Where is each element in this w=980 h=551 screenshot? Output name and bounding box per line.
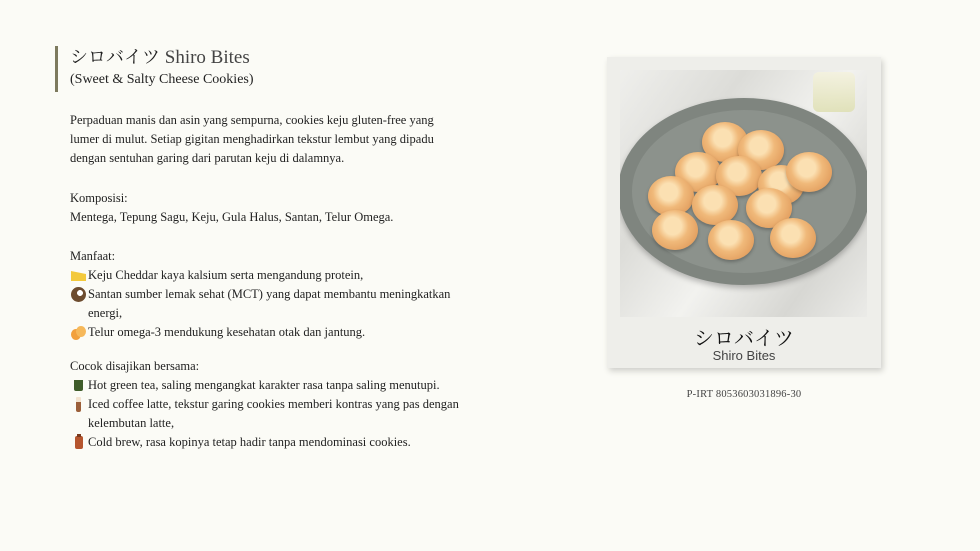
intro-paragraph <box>70 111 490 168</box>
composition-section <box>70 189 490 227</box>
pirt-registration-number: P-IRT 8053603031896-30 <box>686 389 802 400</box>
title-accent-bar <box>55 46 58 92</box>
polaroid-caption-japanese: シロバイツ <box>694 326 794 350</box>
benefit-text: Telur omega-3 mendukung kesehatan otak dan jantung. <box>88 325 366 339</box>
pairing-item <box>70 376 490 395</box>
pairing-item <box>70 395 490 433</box>
page-subtitle: (Sweet & Salty Cheese Cookies) <box>70 72 254 87</box>
polaroid-caption-english: Shiro Bites <box>712 348 776 363</box>
benefit-text: Keju Cheddar kaya kalsium serta mengandung protein, <box>88 268 364 282</box>
intro-line: Perpaduan manis dan asin yang sempurna, cookies keju gluten-free yang <box>70 113 434 127</box>
cold-brew-icon <box>70 433 88 452</box>
product-photo <box>620 70 867 317</box>
benefit-text: Santan sumber lemak sehat (MCT) yang dapat membantu meningkatkan <box>88 287 451 301</box>
title-japanese: シロバイツ <box>70 47 160 68</box>
cookie <box>692 185 738 225</box>
pairing-item <box>70 433 490 452</box>
page-title <box>70 46 250 70</box>
pairing-section <box>70 357 490 452</box>
cookie <box>770 218 816 258</box>
green-tea-icon <box>70 376 88 395</box>
cheese-icon <box>70 266 88 285</box>
benefit-item <box>70 323 490 342</box>
cookie <box>786 152 832 192</box>
benefit-text: energi, <box>88 306 123 320</box>
benefit-item <box>70 266 490 285</box>
composition-text: Mentega, Tepung Sagu, Keju, Gula Halus, Santan, Telur Omega. <box>70 210 394 224</box>
coconut-icon <box>70 285 88 304</box>
oil-glass <box>813 72 855 112</box>
pairing-text: kelembutan latte, <box>88 416 175 430</box>
pairing-text: Iced coffee latte, tekstur garing cookies memberi kontras yang pas dengan <box>88 397 459 411</box>
egg-icon <box>70 323 88 342</box>
iced-latte-icon <box>70 395 88 414</box>
pairing-text: Hot green tea, saling mengangkat karakter rasa tanpa saling menutupi. <box>88 378 440 392</box>
composition-heading: Komposisi: <box>70 191 128 205</box>
cookie <box>652 210 698 250</box>
intro-line: dengan sentuhan garing dari parutan keju di dalamnya. <box>70 151 345 165</box>
benefits-heading: Manfaat: <box>70 249 116 263</box>
product-polaroid-card <box>607 57 881 368</box>
intro-line: lumer di mulut. Setiap gigitan menghadirkan tekstur lembut yang dipadu <box>70 132 434 146</box>
cookie <box>708 220 754 260</box>
benefit-item <box>70 285 490 323</box>
benefits-section <box>70 247 490 342</box>
title-english: Shiro Bites <box>164 47 250 68</box>
pairing-text: Cold brew, rasa kopinya tetap hadir tanpa mendominasi cookies. <box>88 435 411 449</box>
pairing-heading: Cocok disajikan bersama: <box>70 359 200 373</box>
